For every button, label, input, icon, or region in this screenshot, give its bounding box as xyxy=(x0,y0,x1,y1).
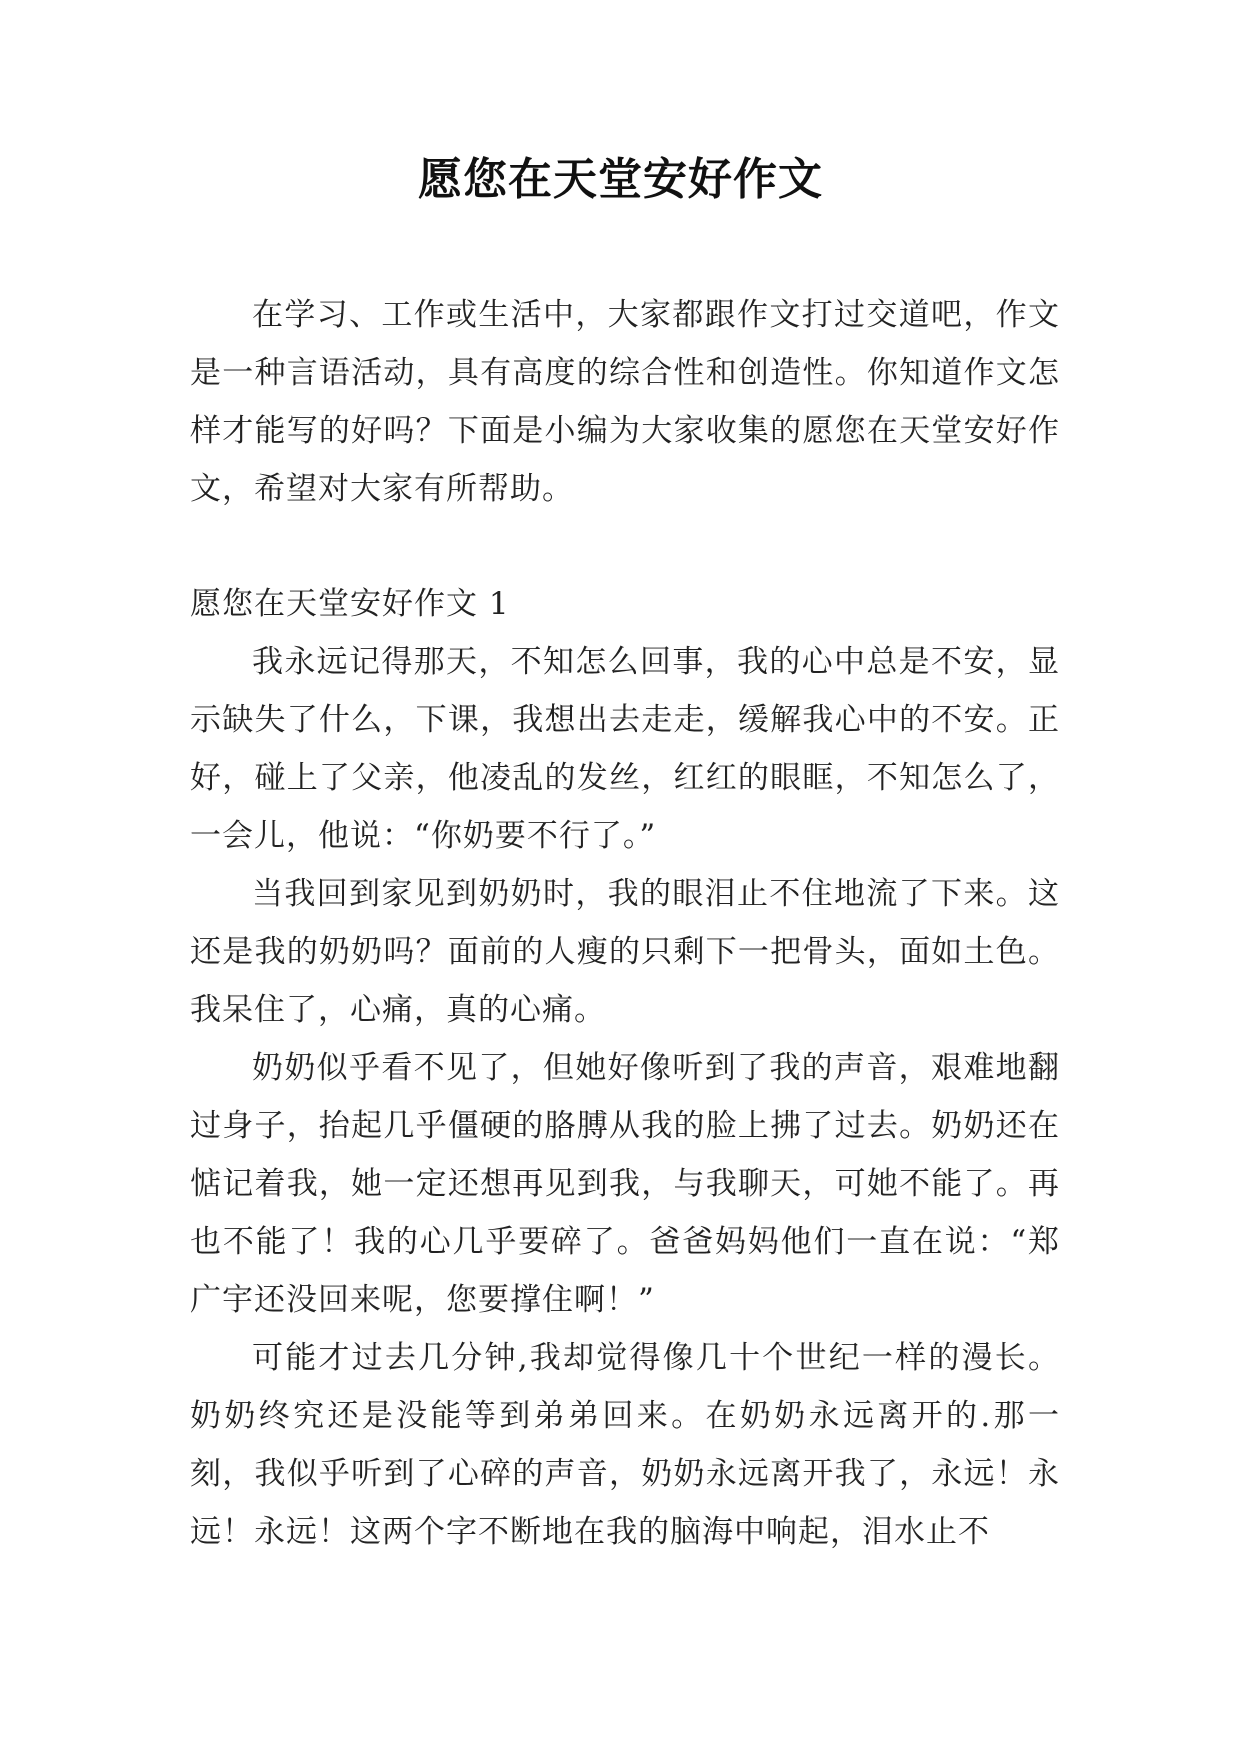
section-heading: 愿您在天堂安好作文 1 xyxy=(190,586,510,622)
body-paragraph-1: 我永远记得那天，不知怎么回事，我的心中总是不安，显示缺失了什么，下课，我想出去走走，缓解我心中的不安。正好，碰上了父亲，他凌乱的发丝，红红的眼眶，不知怎么了，一会儿，他说：“你奶要不行了。” xyxy=(190,644,1060,854)
document-title: 愿您在天堂安好作文 xyxy=(418,154,823,205)
intro-paragraph: 在学习、工作或生活中，大家都跟作文打过交道吧，作文是一种言语活动，具有高度的综合性和创造性。你知道作文怎样才能写的好吗？下面是小编为大家收集的愿您在天堂安好作文，希望对大家有所帮助。 xyxy=(190,297,1060,507)
body-paragraph-2: 当我回到家见到奶奶时，我的眼泪止不住地流了下来。这还是我的奶奶吗？面前的人瘦的只剩下一把骨头，面如土色。我呆住了，心痛，真的心痛。 xyxy=(190,876,1060,1028)
body-paragraph-4: 可能才过去几分钟,我却觉得像几十个世纪一样的漫长。奶奶终究还是没能等到弟弟回来。在奶奶永远离开的.那一刻，我似乎听到了心碎的声音，奶奶永远离开我了，永远！永远！永远！这两个字不断地在我的脑海中响起，泪水止不 xyxy=(190,1340,1060,1550)
body-paragraph-3: 奶奶似乎看不见了，但她好像听到了我的声音，艰难地翻过身子，抬起几乎僵硬的胳膊从我的脸上拂了过去。奶奶还在惦记着我，她一定还想再见到我，与我聊天，可她不能了。再也不能了！我的心几乎要碎了。爸爸妈妈他们一直在说：“郑广宇还没回来呢，您要撑住啊！” xyxy=(190,1050,1060,1318)
